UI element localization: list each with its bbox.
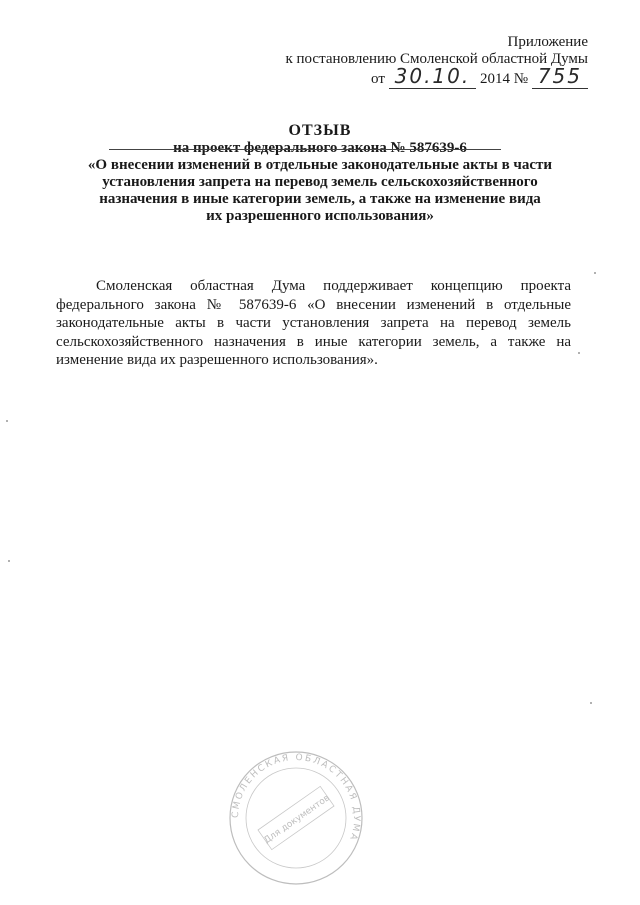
body-paragraph: Смоленская областная Дума поддерживает концепцию проекта федерального закона № 587639-6 «О внесении изменений в отдельные законодательные акты в части установления запрета на перевод земель сельскохозяйственного назначения в иные категории земель, а также на изменение вида их разрешенного использования». [56, 278, 571, 368]
stamp-outer-text: СМОЛЕНСКАЯ ОБЛАСТНАЯ ДУМА [230, 752, 362, 843]
handwritten-date: 30.10. [389, 64, 477, 89]
document-subtitle: на проект федерального закона № 587639-6 [169, 140, 471, 157]
year-number-label: 2014 № [480, 71, 529, 87]
date-prefix: от [371, 71, 385, 87]
scan-speck [8, 560, 10, 562]
scan-speck [594, 272, 596, 274]
scan-speck [590, 702, 592, 704]
subject-line: установления запрета на перевод земель сельскохозяйственного [102, 174, 538, 190]
subject-line: назначения в иные категории земель, а также на изменение вида [99, 191, 541, 207]
title-block [60, 122, 580, 225]
stamp-inner-text: Для документов [262, 793, 332, 847]
appendix-header [258, 34, 588, 88]
handwritten-number: 755 [532, 64, 588, 89]
official-stamp [226, 748, 366, 888]
appendix-label: Приложение [507, 34, 588, 50]
subject-line: их разрешенного использования» [206, 208, 434, 224]
subject-line: «О внесении изменений в отдельные законодательные акты в части [87, 157, 553, 173]
scan-speck [578, 352, 580, 354]
scan-speck [6, 420, 8, 422]
document-title: ОТЗЫВ [288, 122, 352, 139]
date-number-line [258, 64, 588, 88]
resolution-reference: к постановлению Смоленской областной Думы [285, 51, 588, 67]
